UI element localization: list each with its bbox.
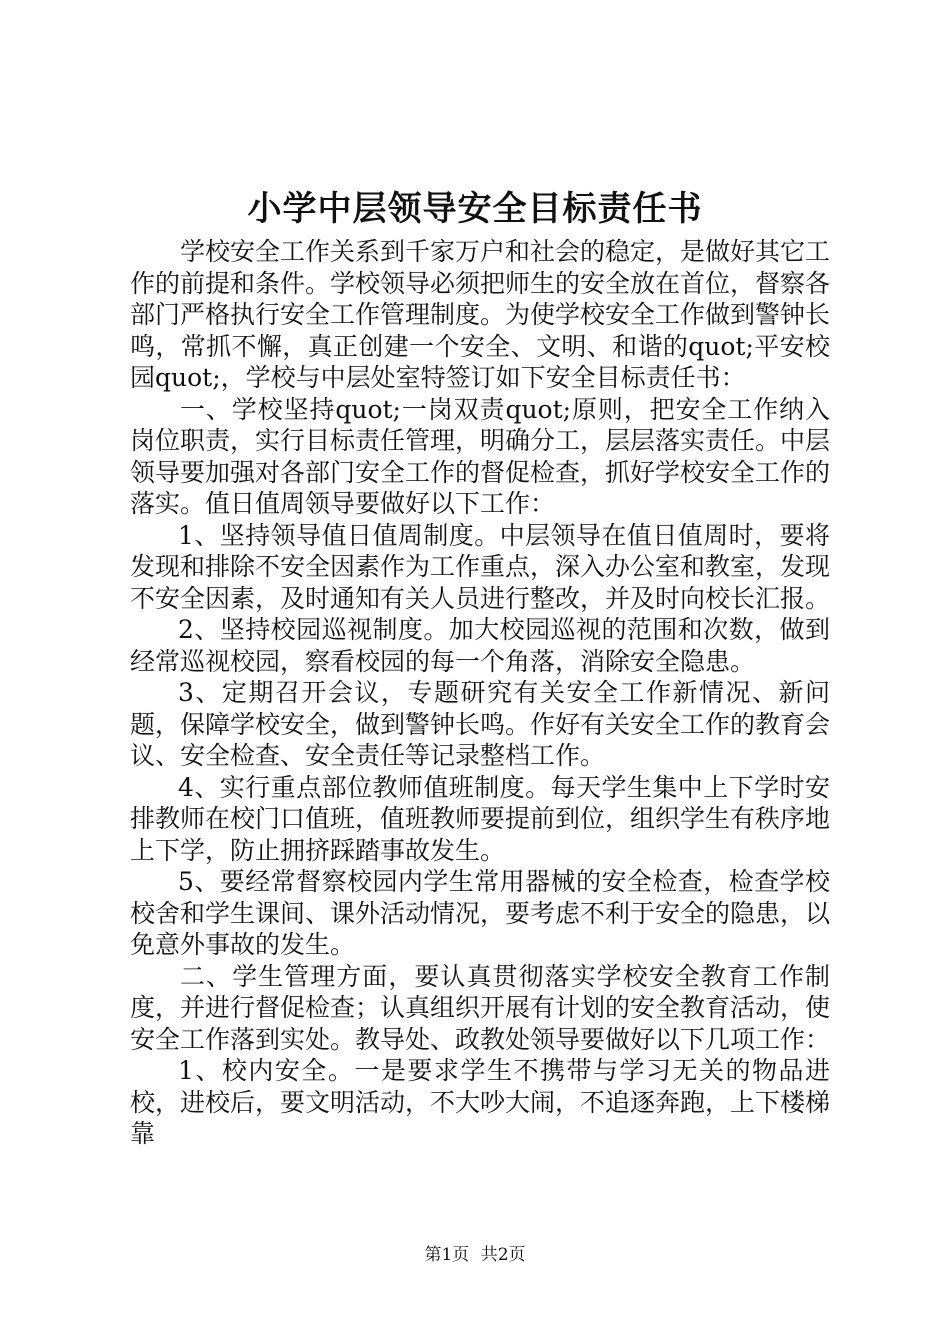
paragraph-section-2: 二、学生管理方面，要认真贯彻落实学校安全教育工作制度，并进行督促检查；认真组织开展有计划的安全教育活动，使安全工作落到实处。教导处、政教处领导要做好以下几项工作：: [130, 961, 831, 1054]
paragraph-intro: 学校安全工作关系到千家万户和社会的稳定，是做好其它工作的前提和条件。学校领导必须把师生的安全放在首位，督察各部门严格执行安全工作管理制度。为使学校安全工作做到警钟长鸣，常抓不懈，真正创建一个安全、文明、和谐的quot;平安校园quot;，学校与中层处室特签订如下安全目标责任书：: [130, 237, 831, 392]
paragraph-campus-safety: 1、校内安全。一是要求学生不携带与学习无关的物品进校，进校后，要文明活动，不大吵大闹，不追逐奔跑，上下楼梯靠: [130, 1056, 831, 1148]
page-number: 第1页: [424, 1245, 470, 1265]
page-footer: [0, 1243, 950, 1267]
paragraph-item-1: 1、坚持领导值日值周制度。中层领导在值日值周时，要将发现和排除不安全因素作为工作重点，深入办公室和教室，发现不安全因素，及时通知有关人员进行整改，并及时向校长汇报。: [130, 520, 831, 613]
paragraph-item-5: 5、要经常督察校园内学生常用器械的安全检查，检查学校校舍和学生课间、课外活动情况，要考虑不利于安全的隐患，以免意外事故的发生。: [130, 867, 831, 959]
paragraph-item-3: 3、定期召开会议，专题研究有关安全工作新情况、新问题，保障学校安全，做到警钟长鸣。作好有关安全工作的教育会议、安全检查、安全责任等记录整档工作。: [130, 678, 831, 770]
paragraph-item-2: 2、坚持校园巡视制度。加大校园巡视的范围和次数，做到经常巡视校园，察看校园的每一个角落，消除安全隐患。: [130, 615, 830, 676]
page-total: 共2页: [480, 1245, 526, 1265]
document-title: 小学中层领导安全目标责任书: [247, 189, 703, 229]
paragraph-section-1: 一、学校坚持quot;一岗双责quot;原则，把安全工作纳入岗位职责，实行目标责任管理，明确分工，层层落实责任。中层领导要加强对各部门安全工作的督促检查，抓好学校安全工作的落实。值日值周领导要做好以下工作：: [130, 394, 831, 518]
paragraph-item-4: 4、实行重点部位教师值班制度。每天学生集中上下学时安排教师在校门口值班，值班教师要提前到位，组织学生有秩序地上下学，防止拥挤踩踏事故发生。: [130, 772, 831, 865]
document-body: [130, 236, 830, 1150]
